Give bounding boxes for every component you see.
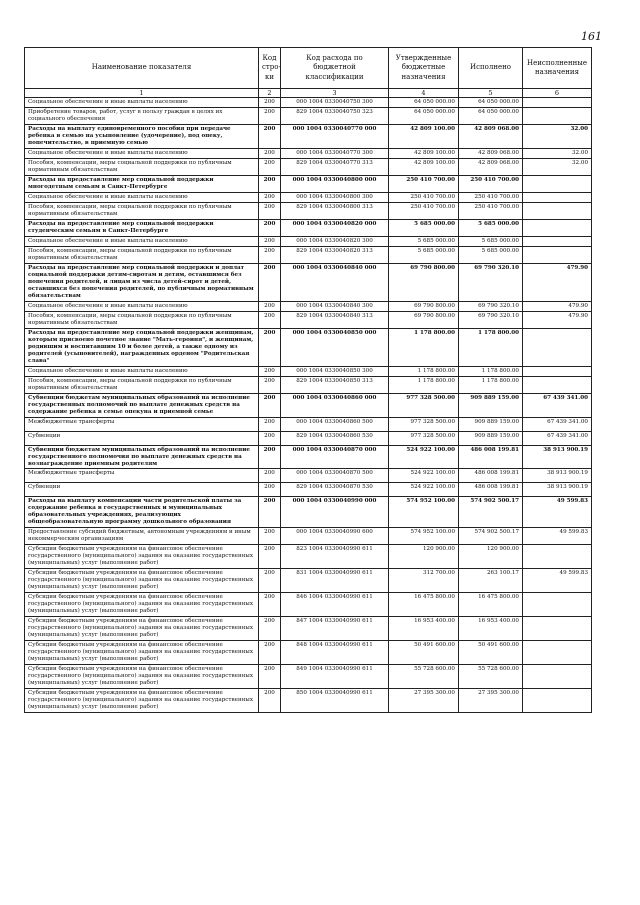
table-row xyxy=(25,393,592,417)
table-row xyxy=(25,497,592,528)
row-unexecuted: 38 913 900.19 xyxy=(523,483,592,497)
column-number: 4 xyxy=(389,89,459,98)
row-approved: 42 809 100.00 xyxy=(389,125,459,149)
row-executed: 27 395 300.00 xyxy=(459,689,523,713)
row-expense-code: 829 1004 0330040770 313 xyxy=(281,159,389,176)
row-line-code: 200 xyxy=(259,236,281,246)
row-approved: 1 178 800.00 xyxy=(389,328,459,366)
row-approved: 55 728 600.00 xyxy=(389,665,459,689)
row-name: Субсидии бюджетным учреждениям на финансовое обеспечение государственного (муниципального) задания на оказание государственных (муниципальных) услуг (выполнение работ) xyxy=(25,545,259,569)
row-approved: 574 952 100.00 xyxy=(389,497,459,528)
row-expense-code: 850 1004 0330040990 611 xyxy=(281,689,389,713)
row-name: Пособия, компенсации, меры социальной поддержки по публичным нормативным обязательствам xyxy=(25,202,259,219)
budget-execution-table xyxy=(24,47,592,713)
row-executed: 909 889 159.00 xyxy=(459,431,523,445)
row-executed: 1 178 800.00 xyxy=(459,376,523,393)
row-approved: 5 685 000.00 xyxy=(389,236,459,246)
row-approved: 64 050 000.00 xyxy=(389,98,459,108)
row-executed: 69 790 320.10 xyxy=(459,301,523,311)
row-expense-code: 000 1004 0330040860 000 xyxy=(281,393,389,417)
header-executed: Исполнено xyxy=(459,48,523,89)
row-expense-code: 829 1004 0330040850 313 xyxy=(281,376,389,393)
row-approved: 64 050 000.00 xyxy=(389,108,459,125)
row-unexecuted: 67 439 341.00 xyxy=(523,431,592,445)
row-executed: 16 953 400.00 xyxy=(459,617,523,641)
row-approved: 50 491 600.00 xyxy=(389,641,459,665)
header-approved: Утвержденные бюджетные назначения xyxy=(389,48,459,89)
row-line-code: 200 xyxy=(259,497,281,528)
row-executed: 42 809 068.00 xyxy=(459,159,523,176)
row-line-code: 200 xyxy=(259,366,281,376)
header-row xyxy=(25,48,592,89)
row-name: Социальное обеспечение и иные выплаты населению xyxy=(25,192,259,202)
row-unexecuted: 67 439 341.00 xyxy=(523,417,592,431)
row-expense-code: 000 1004 0330040800 000 xyxy=(281,175,389,192)
row-name: Расходы на выплату единовременного пособия при передаче ребенка в семью на усыновление (удочерение), под опеку, попечительство, в приемную семью xyxy=(25,125,259,149)
row-name: Субсидии бюджетным учреждениям на финансовое обеспечение государственного (муниципального) задания на оказание государственных (муниципальных) услуг (выполнение работ) xyxy=(25,593,259,617)
row-unexecuted xyxy=(523,593,592,617)
row-approved: 977 328 500.00 xyxy=(389,393,459,417)
row-unexecuted: 49 599.83 xyxy=(523,569,592,593)
row-line-code: 200 xyxy=(259,263,281,301)
row-line-code: 200 xyxy=(259,149,281,159)
row-expense-code: 000 1004 0330040850 000 xyxy=(281,328,389,366)
row-approved: 250 410 700.00 xyxy=(389,175,459,192)
row-name: Расходы на предоставление мер социальной поддержки женщинам, которым присвоено почетное звание "Мать-героиня", и женщинам, родившим и воспитавшим 10 и более детей, а также одному из родителей (усыновителей), награжденных орденом "Родительская слава" xyxy=(25,328,259,366)
row-approved: 524 922 100.00 xyxy=(389,483,459,497)
row-expense-code: 829 1004 0330040870 530 xyxy=(281,483,389,497)
row-name: Пособия, компенсации, меры социальной поддержки по публичным нормативным обязательствам xyxy=(25,246,259,263)
header-line-code: Код стро-ки xyxy=(259,48,281,89)
row-line-code: 200 xyxy=(259,569,281,593)
row-expense-code: 000 1004 0330040770 000 xyxy=(281,125,389,149)
table-row xyxy=(25,246,592,263)
table-row xyxy=(25,483,592,497)
row-approved: 1 178 800.00 xyxy=(389,376,459,393)
row-line-code: 200 xyxy=(259,665,281,689)
row-expense-code: 823 1004 0330040990 611 xyxy=(281,545,389,569)
row-name: Субвенции xyxy=(25,483,259,497)
table-row xyxy=(25,376,592,393)
row-name: Пособия, компенсации, меры социальной поддержки по публичным нормативным обязательствам xyxy=(25,376,259,393)
row-line-code: 200 xyxy=(259,159,281,176)
row-expense-code: 829 1004 0330040840 313 xyxy=(281,311,389,328)
row-approved: 1 178 800.00 xyxy=(389,366,459,376)
row-executed: 486 008 199.81 xyxy=(459,469,523,483)
row-unexecuted xyxy=(523,617,592,641)
row-line-code: 200 xyxy=(259,108,281,125)
table-row xyxy=(25,431,592,445)
row-expense-code: 000 1004 0330040770 300 xyxy=(281,149,389,159)
row-approved: 16 953 400.00 xyxy=(389,617,459,641)
header-name: Наименование показателя xyxy=(25,48,259,89)
row-approved: 524 922 100.00 xyxy=(389,445,459,469)
row-name: Расходы на предоставление мер социальной поддержки студенческим семьям в Санкт-Петербурге xyxy=(25,219,259,236)
row-unexecuted xyxy=(523,689,592,713)
row-approved: 27 395 300.00 xyxy=(389,689,459,713)
row-executed: 909 889 159.00 xyxy=(459,393,523,417)
row-name: Межбюджетные трансферты xyxy=(25,417,259,431)
row-line-code: 200 xyxy=(259,246,281,263)
row-executed: 574 902 500.17 xyxy=(459,497,523,528)
row-line-code: 200 xyxy=(259,483,281,497)
row-unexecuted xyxy=(523,108,592,125)
row-line-code: 200 xyxy=(259,192,281,202)
row-expense-code: 000 1004 0330040820 000 xyxy=(281,219,389,236)
table-row xyxy=(25,311,592,328)
row-expense-code: 849 1004 0330040990 611 xyxy=(281,665,389,689)
table-row xyxy=(25,98,592,108)
table-row xyxy=(25,125,592,149)
table-row xyxy=(25,417,592,431)
row-unexecuted xyxy=(523,376,592,393)
row-unexecuted: 67 439 341.00 xyxy=(523,393,592,417)
table-row xyxy=(25,617,592,641)
row-unexecuted xyxy=(523,219,592,236)
row-name: Субсидии бюджетным учреждениям на финансовое обеспечение государственного (муниципального) задания на оказание государственных (муниципальных) услуг (выполнение работ) xyxy=(25,617,259,641)
row-unexecuted xyxy=(523,328,592,366)
row-line-code: 200 xyxy=(259,431,281,445)
row-name: Расходы на предоставление мер социальной поддержки многодетным семьям в Санкт-Петербурге xyxy=(25,175,259,192)
row-name: Социальное обеспечение и иные выплаты населению xyxy=(25,149,259,159)
row-expense-code: 000 1004 0330040840 300 xyxy=(281,301,389,311)
row-expense-code: 000 1004 0330040990 000 xyxy=(281,497,389,528)
row-line-code: 200 xyxy=(259,641,281,665)
row-executed: 64 050 000.00 xyxy=(459,98,523,108)
row-unexecuted xyxy=(523,545,592,569)
table-row xyxy=(25,545,592,569)
row-line-code: 200 xyxy=(259,376,281,393)
row-expense-code: 829 1004 0330040820 313 xyxy=(281,246,389,263)
row-expense-code: 000 1004 0330040990 600 xyxy=(281,528,389,545)
row-name: Пособия, компенсации, меры социальной поддержки по публичным нормативным обязательствам xyxy=(25,311,259,328)
row-executed: 5 685 000.00 xyxy=(459,236,523,246)
row-approved: 574 952 100.00 xyxy=(389,528,459,545)
column-number: 6 xyxy=(523,89,592,98)
row-unexecuted: 479.90 xyxy=(523,263,592,301)
row-name: Субсидии бюджетным учреждениям на финансовое обеспечение государственного (муниципального) задания на оказание государственных (муниципальных) услуг (выполнение работ) xyxy=(25,641,259,665)
header-expense-code: Код расхода по бюджетной классификации xyxy=(281,48,389,89)
row-approved: 42 809 100.00 xyxy=(389,149,459,159)
row-expense-code: 000 1004 0330040750 300 xyxy=(281,98,389,108)
row-line-code: 200 xyxy=(259,125,281,149)
row-expense-code: 829 1004 0330040750 323 xyxy=(281,108,389,125)
row-executed: 909 889 159.00 xyxy=(459,417,523,431)
row-line-code: 200 xyxy=(259,528,281,545)
row-approved: 69 790 800.00 xyxy=(389,311,459,328)
row-unexecuted: 32.00 xyxy=(523,149,592,159)
row-unexecuted xyxy=(523,236,592,246)
row-unexecuted xyxy=(523,202,592,219)
row-unexecuted xyxy=(523,641,592,665)
row-executed: 486 008 199.81 xyxy=(459,445,523,469)
row-unexecuted xyxy=(523,98,592,108)
row-name: Расходы на выплату компенсации части родительской платы за содержание ребенка в государственных и муниципальных образовательных учреждениях, реализующих общеобразовательную программу дошкольного образования xyxy=(25,497,259,528)
row-line-code: 200 xyxy=(259,219,281,236)
row-executed: 1 178 800.00 xyxy=(459,328,523,366)
row-line-code: 200 xyxy=(259,445,281,469)
row-expense-code: 000 1004 0330040870 500 xyxy=(281,469,389,483)
row-name: Приобретение товаров, работ, услуг в пользу граждан в целях их социального обеспечения xyxy=(25,108,259,125)
row-name: Пособия, компенсации, меры социальной поддержки по публичным нормативным обязательствам xyxy=(25,159,259,176)
row-unexecuted xyxy=(523,192,592,202)
table-row xyxy=(25,219,592,236)
row-line-code: 200 xyxy=(259,328,281,366)
row-approved: 977 328 500.00 xyxy=(389,431,459,445)
table-row xyxy=(25,202,592,219)
column-number: 1 xyxy=(25,89,259,98)
row-unexecuted: 32.00 xyxy=(523,125,592,149)
row-approved: 69 790 800.00 xyxy=(389,263,459,301)
row-line-code: 200 xyxy=(259,617,281,641)
row-name: Субвенции бюджетам муниципальных образований на исполнение государственных полномочий по выплате денежных средств на содержание ребенка в семье опекуна и приемной семье xyxy=(25,393,259,417)
row-expense-code: 846 1004 0330040990 611 xyxy=(281,593,389,617)
row-unexecuted: 38 913 900.19 xyxy=(523,445,592,469)
row-name: Социальное обеспечение и иные выплаты населению xyxy=(25,98,259,108)
row-executed: 16 475 800.00 xyxy=(459,593,523,617)
row-line-code: 200 xyxy=(259,593,281,617)
table-row xyxy=(25,301,592,311)
row-approved: 42 809 100.00 xyxy=(389,159,459,176)
row-unexecuted: 49 599.83 xyxy=(523,528,592,545)
row-executed: 42 809 068.00 xyxy=(459,149,523,159)
column-number: 2 xyxy=(259,89,281,98)
row-expense-code: 829 1004 0330040800 313 xyxy=(281,202,389,219)
row-name: Межбюджетные трансферты xyxy=(25,469,259,483)
row-executed: 5 685 000.00 xyxy=(459,219,523,236)
row-executed: 120 900.00 xyxy=(459,545,523,569)
header-unexecuted: Неисполненные назначения xyxy=(523,48,592,89)
row-name: Субсидии бюджетным учреждениям на финансовое обеспечение государственного (муниципального) задания на оказание государственных (муниципальных) услуг (выполнение работ) xyxy=(25,665,259,689)
row-expense-code: 847 1004 0330040990 611 xyxy=(281,617,389,641)
row-name: Социальное обеспечение и иные выплаты населению xyxy=(25,236,259,246)
row-executed: 5 685 000.00 xyxy=(459,246,523,263)
row-line-code: 200 xyxy=(259,545,281,569)
row-executed: 69 790 320.10 xyxy=(459,263,523,301)
table-row xyxy=(25,593,592,617)
row-executed: 69 790 320.10 xyxy=(459,311,523,328)
row-name: Субвенции бюджетам муниципальных образований на исполнение государственного полномочия по выплате денежных средств на вознаграждение приемным родителям xyxy=(25,445,259,469)
table-row xyxy=(25,689,592,713)
row-approved: 69 790 800.00 xyxy=(389,301,459,311)
row-name: Предоставление субсидий бюджетным, автономным учреждениям и иным некоммерческим организациям xyxy=(25,528,259,545)
table-row xyxy=(25,569,592,593)
row-approved: 5 685 000.00 xyxy=(389,246,459,263)
row-executed: 55 728 600.00 xyxy=(459,665,523,689)
row-executed: 1 178 800.00 xyxy=(459,366,523,376)
table-row xyxy=(25,665,592,689)
row-line-code: 200 xyxy=(259,311,281,328)
row-executed: 250 410 700.00 xyxy=(459,192,523,202)
row-unexecuted xyxy=(523,246,592,263)
row-name: Социальное обеспечение и иные выплаты населению xyxy=(25,301,259,311)
row-unexecuted: 38 913 900.19 xyxy=(523,469,592,483)
row-unexecuted xyxy=(523,366,592,376)
table-body xyxy=(25,98,592,713)
row-expense-code: 000 1004 0330040800 300 xyxy=(281,192,389,202)
table-row xyxy=(25,159,592,176)
row-executed: 50 491 600.00 xyxy=(459,641,523,665)
table-row xyxy=(25,108,592,125)
table-row xyxy=(25,469,592,483)
row-expense-code: 000 1004 0330040860 500 xyxy=(281,417,389,431)
page-number: 161 xyxy=(581,30,602,43)
table-row xyxy=(25,263,592,301)
row-executed: 574 902 500.17 xyxy=(459,528,523,545)
column-number: 3 xyxy=(281,89,389,98)
row-name: Субсидии бюджетным учреждениям на финансовое обеспечение государственного (муниципального) задания на оказание государственных (муниципальных) услуг (выполнение работ) xyxy=(25,569,259,593)
table-row xyxy=(25,366,592,376)
row-executed: 42 809 068.00 xyxy=(459,125,523,149)
row-name: Социальное обеспечение и иные выплаты населению xyxy=(25,366,259,376)
row-executed: 250 410 700.00 xyxy=(459,175,523,192)
row-unexecuted: 479.90 xyxy=(523,301,592,311)
row-expense-code: 829 1004 0330040860 530 xyxy=(281,431,389,445)
row-expense-code: 000 1004 0330040820 300 xyxy=(281,236,389,246)
table-row xyxy=(25,236,592,246)
table-row xyxy=(25,641,592,665)
table-row xyxy=(25,445,592,469)
row-approved: 5 685 000.00 xyxy=(389,219,459,236)
row-executed: 64 050 000.00 xyxy=(459,108,523,125)
row-expense-code: 831 1004 0330040990 611 xyxy=(281,569,389,593)
row-executed: 486 008 199.81 xyxy=(459,483,523,497)
row-line-code: 200 xyxy=(259,689,281,713)
row-line-code: 200 xyxy=(259,469,281,483)
row-line-code: 200 xyxy=(259,98,281,108)
row-line-code: 200 xyxy=(259,393,281,417)
row-name: Расходы на предоставление мер социальной поддержки и доплат социальной поддержки детям-сиротам и детям, оставшимся без попечения родителей, и лицам из числа детей-сирот и детей, оставшихся без попечения родителей, по публичным нормативным обязательствам xyxy=(25,263,259,301)
row-approved: 16 475 800.00 xyxy=(389,593,459,617)
column-number: 5 xyxy=(459,89,523,98)
row-approved: 250 410 700.00 xyxy=(389,202,459,219)
row-expense-code: 848 1004 0330040990 611 xyxy=(281,641,389,665)
row-name: Субсидии бюджетным учреждениям на финансовое обеспечение государственного (муниципального) задания на оказание государственных (муниципальных) услуг (выполнение работ) xyxy=(25,689,259,713)
row-expense-code: 000 1004 0330040840 000 xyxy=(281,263,389,301)
row-line-code: 200 xyxy=(259,175,281,192)
row-unexecuted: 32.00 xyxy=(523,159,592,176)
row-approved: 120 900.00 xyxy=(389,545,459,569)
table-row xyxy=(25,175,592,192)
row-expense-code: 000 1004 0330040870 000 xyxy=(281,445,389,469)
row-approved: 312 700.00 xyxy=(389,569,459,593)
row-expense-code: 000 1004 0330040850 300 xyxy=(281,366,389,376)
row-line-code: 200 xyxy=(259,202,281,219)
row-approved: 977 328 500.00 xyxy=(389,417,459,431)
row-approved: 524 922 100.00 xyxy=(389,469,459,483)
column-number-row xyxy=(25,89,592,98)
row-executed: 263 100.17 xyxy=(459,569,523,593)
row-line-code: 200 xyxy=(259,301,281,311)
row-name: Субвенции xyxy=(25,431,259,445)
row-unexecuted xyxy=(523,665,592,689)
row-unexecuted: 49 599.83 xyxy=(523,497,592,528)
table-row xyxy=(25,192,592,202)
row-line-code: 200 xyxy=(259,417,281,431)
row-unexecuted: 479.90 xyxy=(523,311,592,328)
row-approved: 250 410 700.00 xyxy=(389,192,459,202)
row-unexecuted xyxy=(523,175,592,192)
table-row xyxy=(25,149,592,159)
row-executed: 250 410 700.00 xyxy=(459,202,523,219)
table-row xyxy=(25,328,592,366)
table-row xyxy=(25,528,592,545)
